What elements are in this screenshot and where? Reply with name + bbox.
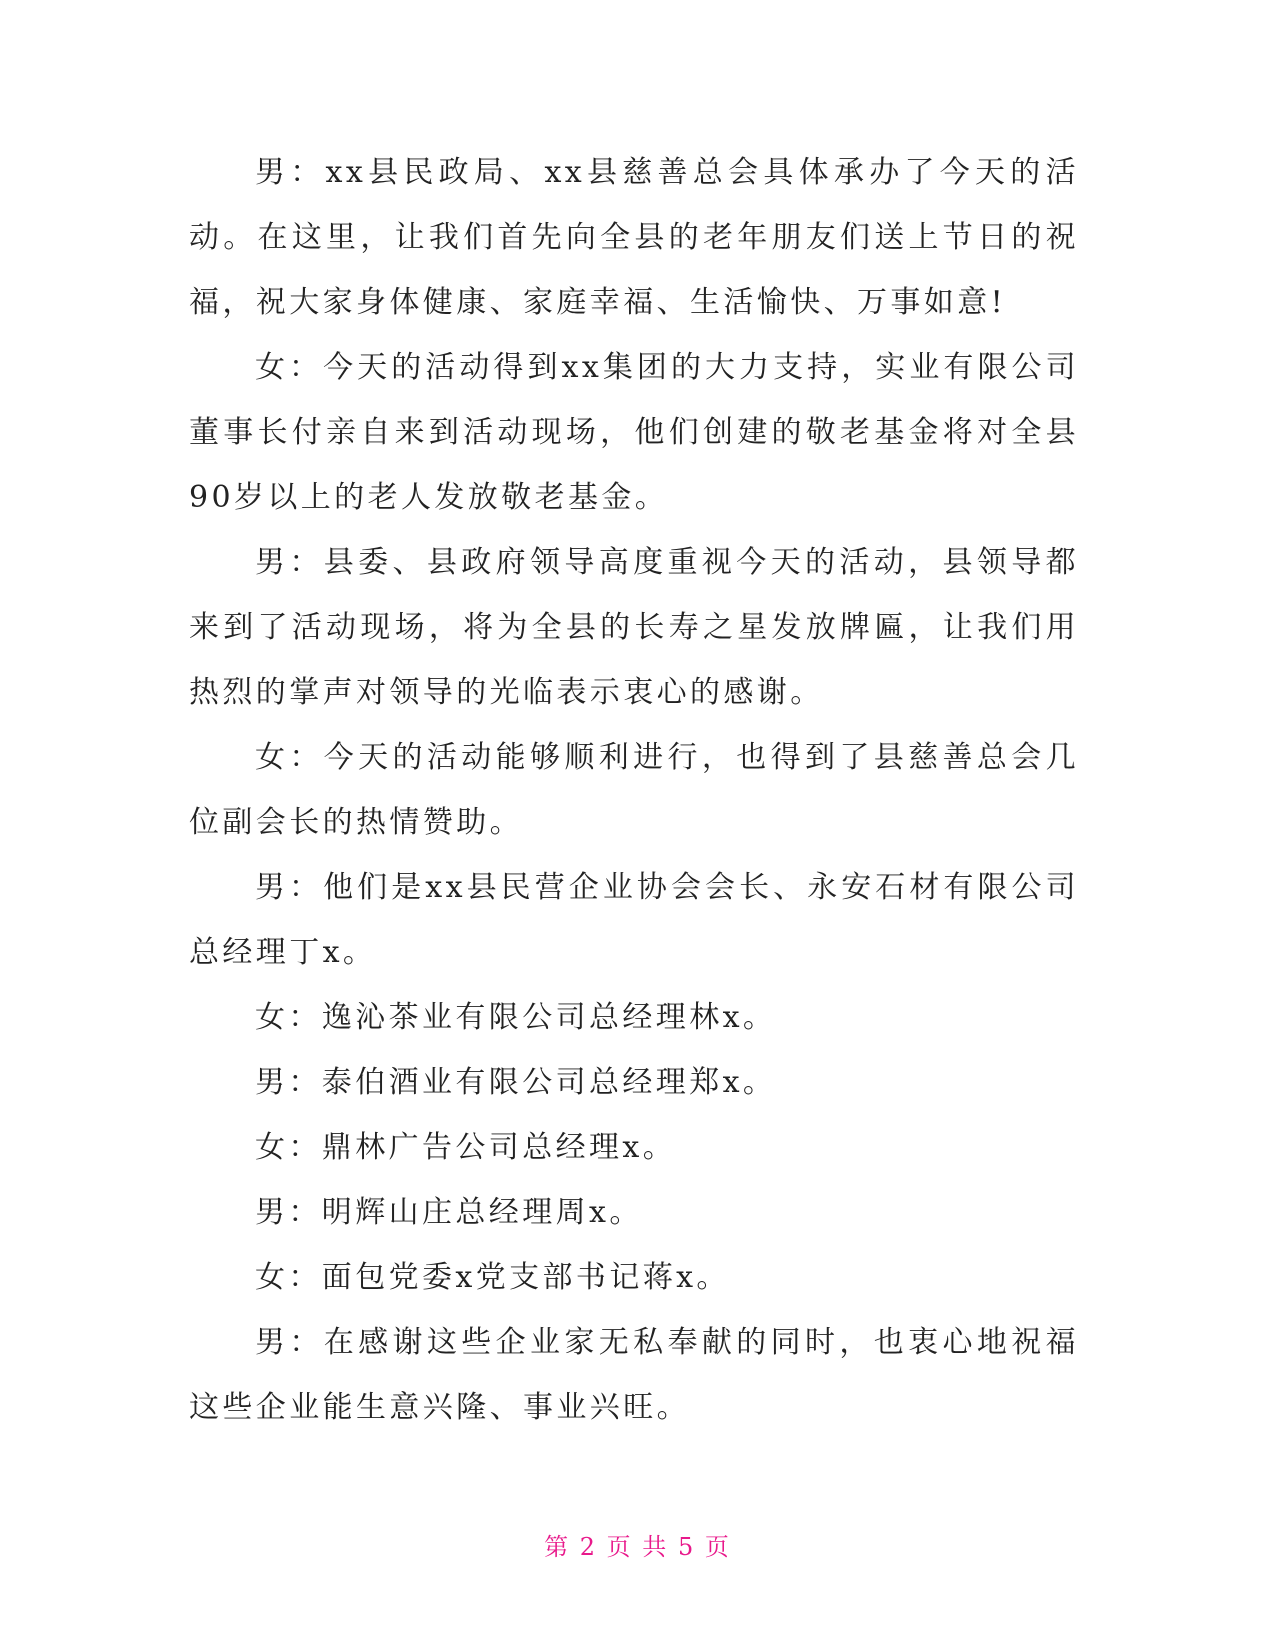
- paragraph: 男：在感谢这些企业家无私奉献的同时，也衷心地祝福这些企业能生意兴隆、事业兴旺。: [189, 1325, 1079, 1425]
- paragraph: 男：xx县民政局、xx县慈善总会具体承办了今天的活动。在这里，让我们首先向全县的老年朋友们送上节日的祝福，祝大家身体健康、家庭幸福、生活愉快、万事如意!: [189, 155, 1079, 320]
- paragraph: 男：他们是xx县民营企业协会会长、永安石材有限公司总经理丁x。: [189, 870, 1079, 970]
- paragraph: 男：明辉山庄总经理周x。: [255, 1195, 643, 1230]
- document-body: [189, 140, 1079, 1440]
- paragraph: 女：面包党委x党支部书记蒋x。: [255, 1260, 730, 1295]
- paragraph: 女：今天的活动能够顺利进行，也得到了县慈善总会几位副会长的热情赞助。: [189, 740, 1079, 840]
- paragraph: 女：逸沁茶业有限公司总经理林x。: [255, 1000, 777, 1035]
- paragraph: 女：鼎林广告公司总经理x。: [255, 1130, 677, 1165]
- paragraph: 男：泰伯酒业有限公司总经理郑x。: [255, 1065, 777, 1100]
- paragraph: 男：县委、县政府领导高度重视今天的活动，县领导都来到了活动现场，将为全县的长寿之星发放牌匾，让我们用热烈的掌声对领导的光临表示衷心的感谢。: [189, 545, 1079, 710]
- paragraph: 女：今天的活动得到xx集团的大力支持，实业有限公司董事长付亲自来到活动现场，他们创建的敬老基金将对全县90岁以上的老人发放敬老基金。: [189, 350, 1079, 515]
- page-number-footer: 第 2 页 共 5 页: [544, 1533, 731, 1561]
